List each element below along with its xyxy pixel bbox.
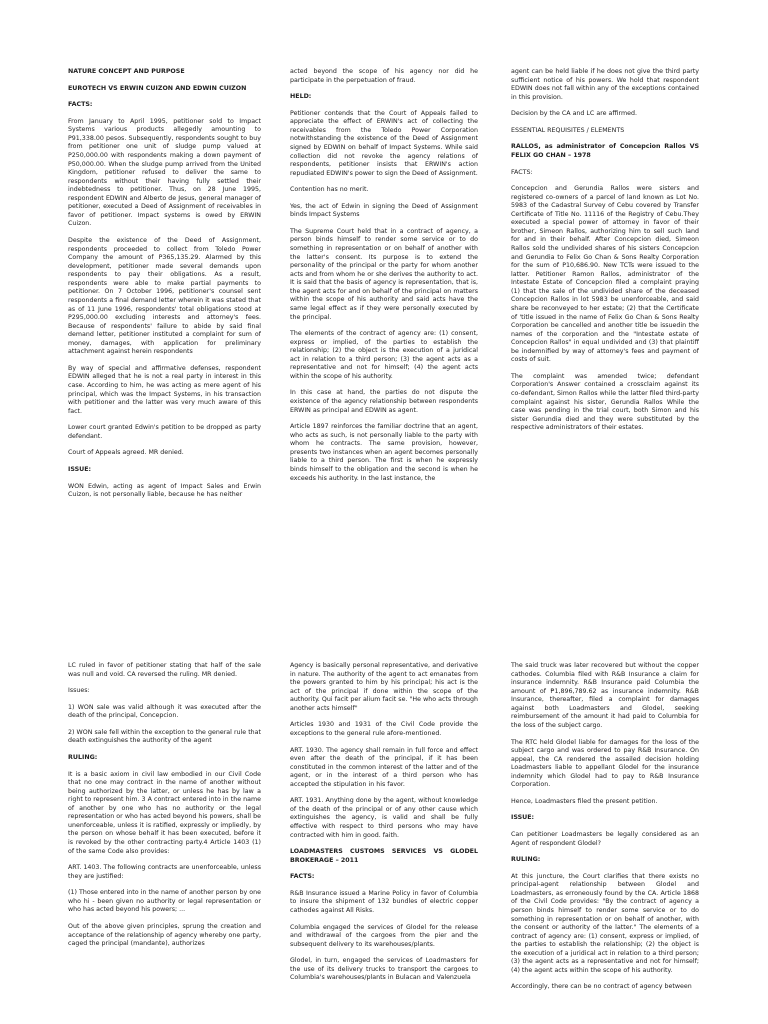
- paragraph: ART. 1930. The agency shall remain in full force and effect even after the death of the principal, if it has been constituted in the common interest of the latter and of the agent, or in the interest of a third person who has accepted the stipulation in his favor.: [290, 746, 478, 788]
- page1-column-1: [68, 68, 261, 523]
- section-heading: FACTS:: [68, 101, 93, 109]
- section-heading: RULING:: [68, 753, 98, 761]
- page2-column-1: [68, 662, 261, 1024]
- paragraph: acted beyond the scope of his agency nor did he participate in the perpetuation of fraud.: [290, 68, 478, 84]
- paragraph: The RTC held Glodel liable for damages for the loss of the subject cargo and was ordered to pay R&B Insurance. On appeal, the CA rendered the assailed decision holding Loadmasters liable to appellant Glodel for the insurance indemnity which Glodel had to pay to R&B Insurance Corporation.: [511, 738, 699, 789]
- page2-column-2: [290, 662, 478, 1024]
- paragraph: Concepcion and Gerundia Rallos were sisters and registered co-owners of a parcel of land known as Lot No. 5983 of the Cadastral Survey of Cebu covered by Transfer Certificate of Title No. 11116 of the Registry of Cebu.They executed a special power of attorney in favor of their brother, Simeon Rallos, authorizing him to sell such land for and in their behalf. After Concepcion died, Simeon Rallos sold the undivided shares of his sisters Concepcion and Gerundia to Felix Go Chan & Sons Realty Corporation for the sum of P10,686.90. New TCTs were issued to the latter. Petitioner Ramon Rallos, administrator of the Intestate Estate of Concepcion filed a complaint praying (1) that the sale of the undivided share of the deceased Concepcion Rallos in lot 5983 be unenforceable, and said share be reconveyed to her estate; (2) that the Certificate of 'title issued in the name of Felix Go Chan & Sons Realty Corporation be cancelled and another title be issuedin the names of the corporation and the "Intestate estate of Concepcion Rallos" in equal undivided and (3) that plaintiff be indemnified by way of attorney's fees and payment of costs of suit.: [511, 185, 699, 364]
- section-heading: EUROTECH VS ERWIN CUIZON AND EDWIN CUIZON: [68, 84, 247, 92]
- paragraph: From January to April 1995, petitioner sold to Impact Systems various products allegedly amounting to P91,338.00 pesos. Subsequently, respondents sought to buy from petitioner one unit of sludge pump valued at P250,000.00 with respondents making a down payment of P50,000.00. When the sludge pump arrived from the United Kingdom, petitioner refused to deliver the same to respondents without their having fully settled their indebtedness to petitioner. Thus, on 28 June 1995, respondent EDWIN and Alberto de Jesus, general manager of petitioner, executed a Deed of Assignment of receivables in favor of petitioner. Impact systems is owed by ERWIN Cuizon.: [68, 117, 261, 228]
- section-heading: ISSUE:: [511, 814, 535, 822]
- paragraph: At this juncture, the Court clarifies that there exists no principal-agent relationship between Glodel and Loadmasters, as erroneously found by the CA. Article 1868 of the Civil Code provides: "By the contract of agency a person binds himself to render some service or to do something in representation or on behalf of another, with the consent or authority of the latter." The elements of a contract of agency are: (1) consent, express or implied, of the parties to establish the relationship; (2) the object is the execution of a juridical act in relation to a third person; (3) the agent acts as a representative and not for himself; (4) the agent acts within the scope of his authority.: [511, 872, 699, 974]
- paragraph: The Supreme Court held that in a contract of agency, a person binds himself to render some service or to do something in representation or on behalf of another with the latter's consent. Its purpose is to extend the personality of the principal or the party for whom another acts and from whom he or she derives the authority to act. It is said that the basis of agency is representation, that is, the agent acts for and on behalf of the principal on matters within the scope of his authority and said acts have the same legal effect as if they were personally executed by the principal.: [290, 227, 478, 321]
- paragraph: Articles 1930 and 1931 of the Civil Code provide the exceptions to the general rule afore-mentioned.: [290, 721, 478, 737]
- paragraph: Lower court granted Edwin's petition to be dropped as party defendant.: [68, 424, 261, 440]
- paragraph: Out of the above given principles, sprung the creation and acceptance of the relationship of agency whereby one party, caged the principal (mandante), authorizes: [68, 922, 261, 948]
- paragraph: Petitioner contends that the Court of Appeals failed to appreciate the effect of ERWIN's act of collecting the receivables from the Toledo Power Corporation notwithstanding the existence of the Deed of Assignment signed by EDWIN on behalf of Impact Systems. While said collection did not revoke the agency relations of respondents, petitioner insists that ERWIN's action repudiated EDWIN's power to sign the Deed of Assignment.: [290, 109, 478, 177]
- paragraph: Can petitioner Loadmasters be legally considered as an Agent of respondent Glodel?: [511, 831, 699, 847]
- paragraph: 2) WON sale fell within the exception to the general rule that death extinguishes the authority of the agent: [68, 728, 261, 745]
- page2-column-3: [511, 662, 699, 1024]
- paragraph: Columbia engaged the services of Glodel for the release and withdrawal of the cargoes from the pier and the subsequent delivery to its warehouses/plants.: [290, 923, 478, 948]
- paragraph: FACTS:: [511, 168, 533, 176]
- section-heading: LOADMASTERS CUSTOMS SERVICES VS GLODEL BROKERAGE – 2011: [290, 848, 478, 864]
- section-heading: RALLOS, as administrator of Concepcion Rallos VS FELIX GO CHAN – 1978: [511, 143, 699, 159]
- paragraph: Yes, the act of Edwin in signing the Deed of Assignment binds Impact Systems: [290, 202, 478, 219]
- paragraph: Accordingly, there can be no contract of agency between: [511, 983, 692, 991]
- paragraph: The elements of the contract of agency are: (1) consent, express or implied, of the parties to establish the relationship; (2) the object is the execution of a juridical act in relation to a third person; (3) the agent acts as a representative and not for himself; (4) the agent acts within the scope of his authority.: [290, 330, 478, 380]
- section-heading: HELD:: [290, 93, 312, 101]
- page1-column-2: [290, 68, 478, 523]
- paragraph: WON Edwin, acting as agent of Impact Sales and Erwin Cuizon, is not personally liable, because he has neither: [68, 482, 261, 499]
- paragraph: Despite the existence of the Deed of Assignment, respondents proceeded to collect from Toledo Power Company the amount of P365,135.29. Alarmed by this development, petitioner made several demands upon respondents to pay their obligations. As a result, respondents were able to make partial payments to petitioner. On 7 October 1996, petitioner's counsel sent respondents a final demand letter wherein it was stated that as of 11 June 1996, respondents' total obligations stood at P295,000.00 excluding interests and attorney's fees. Because of respondents' failure to abide by said final demand letter, petitioner instituted a complaint for sum of money, damages, with application for preliminary attachment against herein respondents: [68, 237, 261, 356]
- section-heading: FACTS:: [290, 873, 315, 881]
- paragraph: Contention has no merit.: [290, 186, 369, 194]
- paragraph: agent can be held liable if he does not give the third party sufficient notice of his powers. We hold that respondent EDWIN does not fall within any of the exceptions contained in this provision.: [511, 68, 699, 101]
- page1-column-3: [511, 68, 699, 523]
- paragraph: Article 1897 reinforces the familiar doctrine that an agent, who acts as such, is not personally liable to the party with whom he contracts. The same provision, however, presents two instances when an agent becomes personally liable to a third person. The first is when he expressly binds himself to the obligation and the second is when he exceeds his authority. In the last instance, the: [290, 423, 478, 482]
- paragraph: (1) Those entered into in the name of another person by one who hi - been given no authority or legal representation or who has acted beyond his powers; ...: [68, 889, 261, 914]
- paragraph: The said truck was later recovered but without the copper cathodes. Columbia filed with R&B Insurance a claim for insurance indemnity. R&B Insurance paid Columbia the amount of ₱1,896,789.62 as insurance indemnity. R&B Insurance, thereafter, filed a complaint for damages against both Loadmasters and Glodel, seeking reimbursement of the amount it had paid to Columbia for the loss of the subject cargo.: [511, 662, 699, 729]
- paragraph: LC ruled in favor of petitioner stating that half of the sale was null and void. CA reversed the ruling. MR denied.: [68, 662, 261, 678]
- paragraph: Glodel, in turn, engaged the services of Loadmasters for the use of its delivery trucks to transport the cargoes to Columbia's warehouses/plants in Bulacan and Valenzuela: [290, 957, 478, 982]
- paragraph: By way of special and affirmative defenses, respondent EDWIN alleged that he is not a real party in interest in this case. According to him, he was acting as mere agent of his principal, which was the Impact Systems, in his transaction with petitioner and the latter was very much aware of this fact.: [68, 364, 261, 415]
- paragraph: Hence, Loadmasters filed the present petition.: [511, 797, 658, 805]
- section-heading: ISSUE:: [68, 465, 92, 473]
- section-heading: RULING:: [511, 856, 541, 864]
- paragraph: Issues:: [68, 687, 90, 695]
- paragraph: It is a basic axiom in civil law embodied in our Civil Code that no one may contract in the name of another without being authorized by the latter, or unless he has by law a right to represent him. 3 A contract entered into in the name of another by one who has no authority or the legal representation or who has acted beyond his powers, shall be unenforceable, unless it is ratified, expressly or impliedly, by the person on whose behalf it has been executed, before it is revoked by the other contracting party.4 Article 1403 (1) of the same Code also provides:: [68, 770, 261, 855]
- paragraph: In this case at hand, the parties do not dispute the existence of the agency relationship between respondents ERWIN as principal and EDWIN as agent.: [290, 389, 478, 414]
- paragraph: The complaint was amended twice; defendant Corporation's Answer contained a crossclaim against its co-defendant, Simon Rallos while the latter filed third-party complaint against his sister, Gerundia Rallos While the case was pending in the trial court, both Simon and his sister Gerundia died and they were substituted by the respective administrators of their estates.: [511, 372, 699, 432]
- page-gap: [0, 530, 768, 650]
- section-heading: NATURE CONCEPT AND PURPOSE: [68, 68, 185, 75]
- paragraph: R&B Insurance issued a Marine Policy in favor of Columbia to insure the shipment of 132 bundles of electric copper cathodes against All Risks.: [290, 889, 478, 914]
- paragraph: ART. 1403. The following contracts are unenforceable, unless they are justified:: [68, 864, 261, 880]
- paragraph: ART. 1931. Anything done by the agent, without knowledge of the death of the principal or of any other cause which extinguishes the agency, is valid and shall be fully effective with respect to third persons who may have contracted with him in good. faith.: [290, 797, 478, 839]
- paragraph: Court of Appeals agreed. MR denied.: [68, 449, 184, 457]
- paragraph: Agency is basically personal representative, and derivative in nature. The authority of the agent to act emanates from the powers granted to him by his principal; his act is the act of the principal if done within the scope of the authority. Qui facit per alium facit se. "He who acts through another acts himself": [290, 662, 478, 712]
- paragraph: ESSENTIAL REQUISITES / ELEMENTS: [511, 126, 625, 134]
- paragraph: 1) WON sale was valid although it was executed after the death of the principal, Concepcion.: [68, 703, 261, 720]
- paragraph: Decision by the CA and LC are affirmed.: [511, 110, 637, 118]
